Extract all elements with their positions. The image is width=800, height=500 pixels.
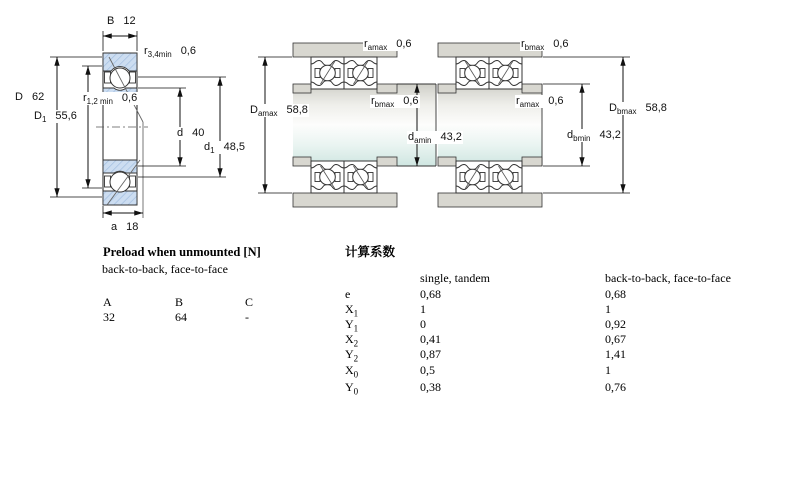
shaft-shoulder xyxy=(377,84,397,93)
housing-bottom xyxy=(293,193,397,207)
dim-rbmax-gap-label: $r_{bmax}$ 0,6 xyxy=(371,95,419,110)
dim-r34-label: $r_{3,4min}$ 0,6 xyxy=(144,45,196,60)
factor-v1: 0,5 xyxy=(420,363,435,377)
factor-v1: 0,41 xyxy=(420,332,441,346)
factors-col2-header: back-to-back, face-to-face xyxy=(605,271,731,285)
factor-v2: 1 xyxy=(605,302,611,316)
factors-title: 计算系数 xyxy=(345,245,396,259)
preload-val-A: 32 xyxy=(103,310,115,324)
housing-bottom xyxy=(438,193,542,207)
factor-v1: 0,38 xyxy=(420,380,441,394)
preload-col-A: A xyxy=(103,295,112,309)
factor-v2: 0,68 xyxy=(605,287,626,301)
factor-sym: $Y_2$ xyxy=(345,347,359,364)
factor-v1: 0 xyxy=(420,317,426,331)
preload-col-C: C xyxy=(245,295,254,309)
right-paired-diagram xyxy=(438,43,630,207)
shaft-shoulder xyxy=(377,157,397,166)
dim-D1-label: $D_1$ 55,6 xyxy=(34,110,77,125)
factor-v2: 0,67 xyxy=(605,332,626,346)
dim-ramax-label: $r_{amax}$ 0,6 xyxy=(364,38,412,53)
preload-val-B: 64 xyxy=(175,310,187,324)
shaft-shoulder xyxy=(293,157,311,166)
factor-sym: $X_0$ xyxy=(345,363,359,380)
dim-D-label: D 62 xyxy=(15,91,45,103)
factor-v2: 0,92 xyxy=(605,317,626,331)
factors-col1-header: single, tandem xyxy=(420,271,490,285)
dim-Damax xyxy=(258,57,292,193)
factor-sym: e xyxy=(345,287,351,301)
shaft-shoulder xyxy=(293,84,311,93)
dim-Dbmax xyxy=(543,57,630,193)
shaft-shoulder xyxy=(522,84,542,93)
factor-v2: 0,76 xyxy=(605,380,626,394)
shaft-shoulder xyxy=(438,157,456,166)
left-bearing-section xyxy=(50,31,226,218)
shaft-shoulder xyxy=(438,84,456,93)
factor-v1: 0,87 xyxy=(420,347,441,361)
factor-sym: $Y_0$ xyxy=(345,380,359,397)
preload-col-B: B xyxy=(175,295,184,309)
dim-a-label: a 18 xyxy=(111,221,139,233)
factor-sym: $Y_1$ xyxy=(345,317,359,334)
dim-B xyxy=(103,31,137,51)
factor-v2: 1 xyxy=(605,363,611,377)
dim-a xyxy=(103,206,143,218)
ball-bottom xyxy=(110,172,130,192)
dim-damin-label: $d_{amin}$ 43,2 xyxy=(408,131,462,146)
dim-B-label: B 12 xyxy=(107,15,136,27)
factor-v2: 1,41 xyxy=(605,347,626,361)
factor-sym: $X_1$ xyxy=(345,302,359,319)
dim-d-label: d 40 xyxy=(177,127,205,139)
preload-val-C: - xyxy=(245,310,249,324)
dim-ramax-gap-label: $r_{amax}$ 0,6 xyxy=(516,95,564,110)
dim-r12-label: $r_{1,2 min}$ 0,6 xyxy=(83,92,138,107)
dim-d1-label: $d_1$ 48,5 xyxy=(204,141,245,156)
bearing-diagrams xyxy=(0,0,800,245)
dim-D xyxy=(50,57,102,197)
factor-v1: 1 xyxy=(420,302,426,316)
dim-Damax-label: $D_{amax}$ 58,8 xyxy=(250,104,308,119)
preload-title: Preload when unmounted [N] xyxy=(103,245,261,259)
factor-v1: 0,68 xyxy=(420,287,441,301)
shaft-shoulder xyxy=(522,157,542,166)
dim-rbmax-top-label: $r_{bmax}$ 0,6 xyxy=(521,38,569,53)
dim-dbmin-label: $d_{bmin}$ 43,2 xyxy=(567,129,621,144)
preload-subtitle: back-to-back, face-to-face xyxy=(102,262,228,276)
middle-paired-diagram xyxy=(258,43,436,207)
factor-sym: $X_2$ xyxy=(345,332,359,349)
dim-Dbmax-label: $D_{bmax}$ 58,8 xyxy=(609,102,667,117)
